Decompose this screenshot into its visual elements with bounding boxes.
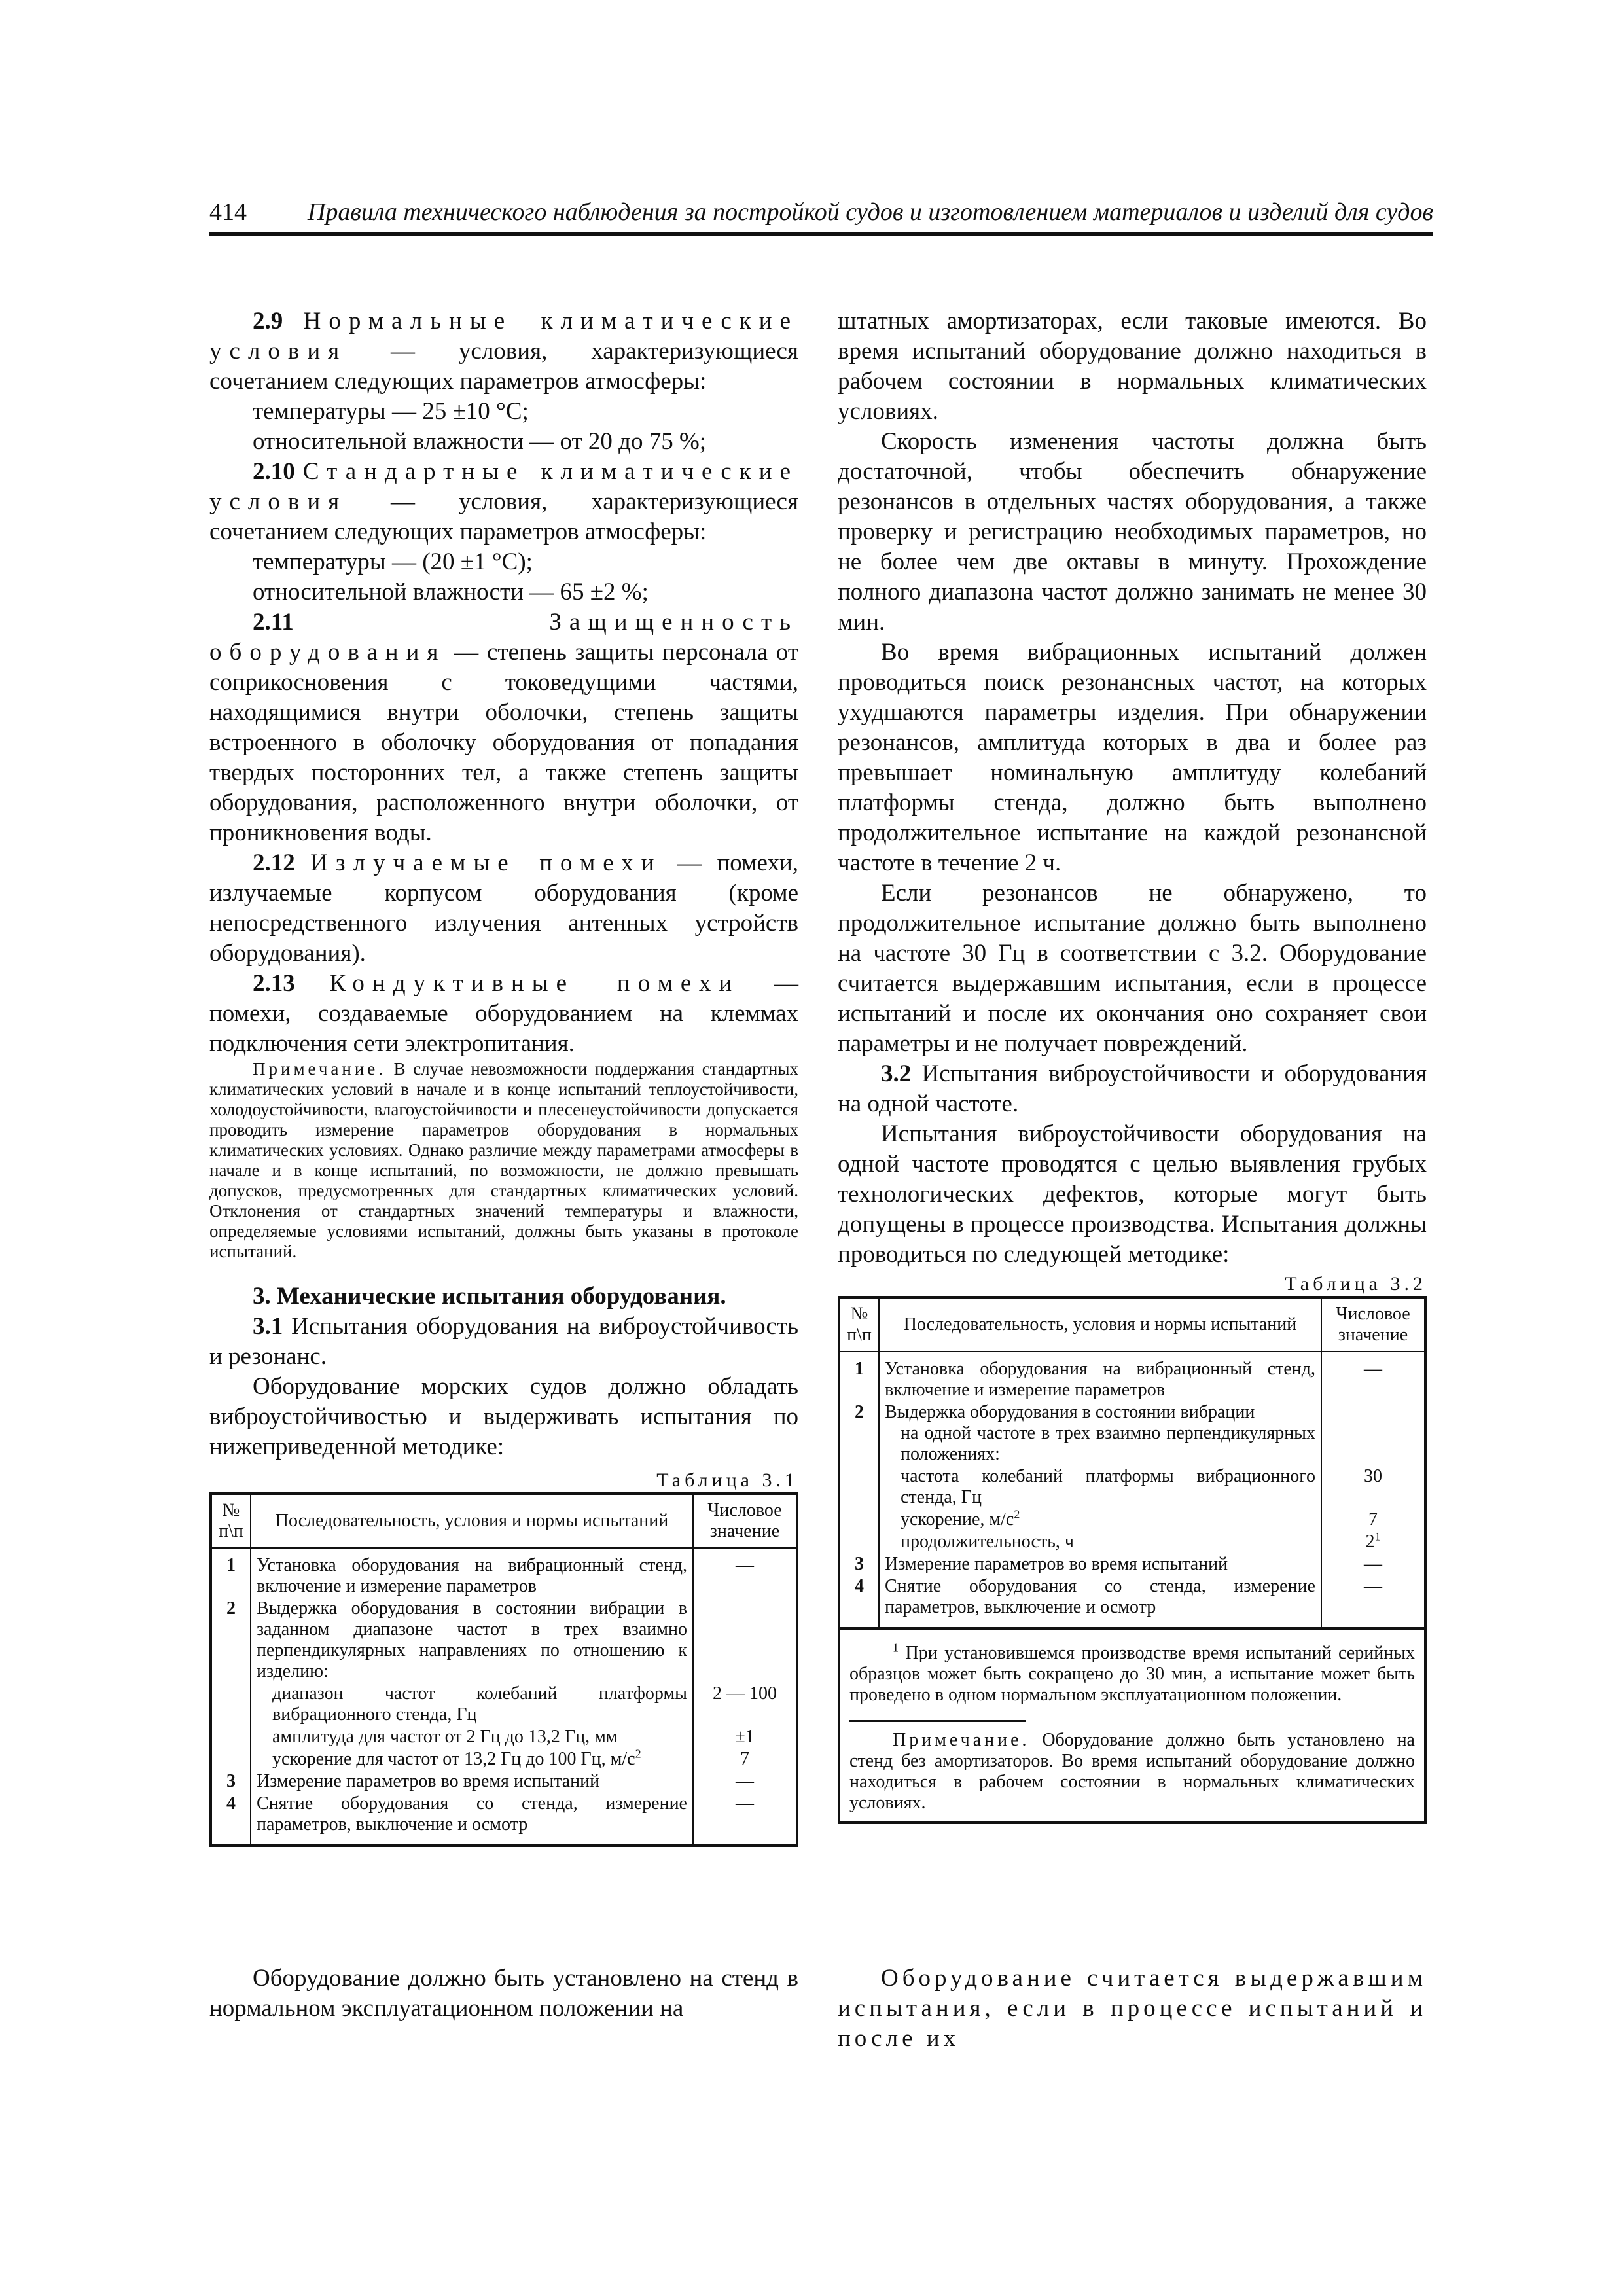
row-description	[879, 1509, 1321, 1531]
row-value: —	[1321, 1575, 1425, 1628]
clause-number: 2.9	[253, 308, 283, 334]
row-description: Установка оборудования на вибрационный стенд, включение и измерение параметров	[251, 1548, 693, 1598]
table-3-1	[209, 1492, 798, 1847]
page-header	[209, 195, 1433, 236]
paragraph-2-10	[209, 457, 798, 547]
row-description: Установка оборудования на вибрационный стенд, включение и измерение параметров	[879, 1352, 1321, 1401]
paragraph-3-2	[838, 1059, 1427, 1119]
sub-item: амплитуда для частот от 2 Гц до 13,2 Гц, мм	[272, 1727, 618, 1747]
row-description-text: Выдержка оборудования в состоянии вибрации	[885, 1402, 1255, 1422]
row-number: 4	[839, 1575, 879, 1628]
param-line: температуры — (20 ±1 °С);	[253, 548, 533, 575]
col-header-description: Последовательность, условия и нормы испытаний	[251, 1494, 693, 1548]
note	[209, 1059, 798, 1262]
term: Защищенность оборудования	[209, 609, 798, 666]
header-rule	[209, 232, 1433, 236]
param-line: относительной влажности — 65 ±2 %;	[253, 579, 649, 605]
table-row	[211, 1548, 797, 1598]
table-row	[839, 1509, 1425, 1531]
row-number	[211, 1748, 251, 1770]
paragraph-body: Оборудование должно быть установлено на стенд в нормальном эксплуатационном положении на	[209, 1965, 798, 2022]
footnote	[849, 1643, 1415, 1706]
row-value	[1321, 1531, 1425, 1553]
paragraph-body: Испытания виброустойчивости оборудования на одной частоте проводятся с целью выявления грубых технологических дефектов, которые могут быть допущены в процессе производства. Испытания должны проводиться по следующей методике:	[838, 1121, 1427, 1268]
table-row	[211, 1770, 797, 1793]
note-label: Примечание.	[893, 1730, 1030, 1750]
col-header-number: № п\п	[839, 1297, 879, 1352]
table-note	[849, 1730, 1415, 1814]
row-value: 7	[1321, 1509, 1425, 1531]
paragraph-text: Оборудование считается выдержавшим испытания, если в процессе испытаний и после их	[838, 1965, 1427, 2052]
row-description	[879, 1465, 1321, 1509]
row-description	[879, 1401, 1321, 1465]
sub-item-text: ускорение, м/с	[901, 1509, 1014, 1530]
row-value	[1321, 1401, 1425, 1465]
row-description	[251, 1683, 693, 1726]
row-description	[251, 1748, 693, 1770]
row-value: 2 — 100	[693, 1683, 797, 1726]
row-description: Снятие оборудования со стенда, измерение параметров, выключение и осмотр	[879, 1575, 1321, 1628]
clause-text: Испытания оборудования на виброустойчивость и резонанс.	[209, 1313, 798, 1370]
clause-number: 2.12	[253, 850, 295, 876]
definition: — помехи, излучаемые корпусом оборудования (кроме непосредственного излучения антенных устройств оборудования).	[209, 850, 799, 967]
table-row	[839, 1531, 1425, 1553]
table-caption: Таблица 3.1	[656, 1469, 798, 1491]
row-value: 7	[693, 1748, 797, 1770]
definition: — условия, характеризующиеся сочетанием следующих параметров атмосферы:	[209, 488, 798, 545]
table-row	[839, 1352, 1425, 1401]
paragraph-2-13	[209, 969, 798, 1059]
term: Нормальные климатические условия	[209, 308, 798, 365]
clause-number: 2.13	[253, 970, 295, 997]
sub-item	[885, 1509, 1315, 1530]
page-number: 414	[209, 198, 247, 226]
row-number	[839, 1531, 879, 1553]
paragraph-2-12	[209, 848, 798, 969]
row-description: Снятие оборудования со стенда, измерение параметров, выключение и осмотр	[251, 1793, 693, 1846]
sub-item: на одной частоте в трех взаимно перпендикулярных положениях:	[901, 1423, 1315, 1464]
table-header-row	[211, 1494, 797, 1548]
row-value: —	[1321, 1553, 1425, 1575]
table-footnote-box	[838, 1630, 1427, 1824]
sub-item-text: ускорение для частот от 13,2 Гц до 100 Гц, м/с	[272, 1749, 635, 1769]
row-value: ±1	[693, 1726, 797, 1748]
row-number: 1	[839, 1352, 879, 1401]
row-number	[839, 1509, 879, 1531]
footnote-text: При установившемся производстве время испытаний серийных образцов может быть сокращено до 30 мин, а испытание может быть проведено в одном нормальном эксплуатационном положении.	[849, 1643, 1415, 1705]
col-header-value: Числовое значение	[693, 1494, 797, 1548]
param-line: относительной влажности — от 20 до 75 %;	[253, 428, 707, 455]
clause-number: 3.2	[881, 1060, 912, 1087]
row-number: 3	[211, 1770, 251, 1793]
row-description: Измерение параметров во время испытаний	[251, 1770, 693, 1793]
left-column-continuation	[209, 1964, 798, 2024]
definition: — условия, характеризующиеся сочетанием следующих параметров атмосферы:	[209, 338, 798, 395]
row-description	[251, 1726, 693, 1748]
table-row	[211, 1793, 797, 1846]
paragraph-2-11	[209, 607, 798, 848]
sub-item: диапазон частот колебаний платформы вибрационного стенда, Гц	[272, 1683, 687, 1725]
col-header-value: Числовое значение	[1321, 1297, 1425, 1352]
table-row	[839, 1401, 1425, 1465]
term: Стандартные климатические условия	[209, 458, 798, 515]
row-description: Измерение параметров во время испытаний	[879, 1553, 1321, 1575]
clause-number: 3.1	[253, 1313, 283, 1340]
right-column	[838, 306, 1427, 1824]
table-row	[839, 1465, 1425, 1509]
section-title: 3. Механические испытания оборудования.	[253, 1283, 726, 1310]
superscript: 2	[635, 1747, 641, 1761]
row-number	[211, 1683, 251, 1726]
paragraph-body: Во время вибрационных испытаний должен проводиться поиск резонансных частот, на которых ухудшаются параметры изделия. При обнаружении резонансов, амплитуда которых в два и более раз превышает номинальную амплитуду колебаний платформы стенда, должно быть выполнено продолжительное испытание на каждой резонансной частоте в течение 2 ч.	[838, 639, 1427, 876]
clause-text: Испытания виброустойчивости и оборудования на одной частоте.	[838, 1060, 1427, 1117]
right-column-continuation	[838, 1964, 1427, 2054]
row-description: Выдержка оборудования в состоянии вибрации в заданном диапазоне частот в трех взаимно перпендикулярных направлениях по отношению к изделию:	[251, 1598, 693, 1683]
param-line: температуры — 25 ±10 °С;	[253, 398, 529, 425]
value-text: 2	[1365, 1532, 1375, 1552]
row-value: —	[693, 1793, 797, 1846]
row-number	[839, 1465, 879, 1509]
table-row	[211, 1726, 797, 1748]
term: Излучаемые помехи	[310, 850, 662, 876]
paragraph-body: Оборудование морских судов должно обладать виброустойчивостью и выдерживать испытания по нижеприведенной методике:	[209, 1373, 798, 1460]
paragraph-body: Если резонансов не обнаружено, то продолжительное испытание должно быть выполнено на частоте 30 Гц в соответствии с 3.2. Оборудование считается выдержавшим испытания, если в процессе испытаний и после их окончания оно сохраняет свои параметры и не получает повреждений.	[838, 880, 1427, 1057]
left-column	[209, 306, 798, 1847]
table-3-2	[838, 1296, 1427, 1630]
row-value	[693, 1598, 797, 1683]
table-header-row	[839, 1297, 1425, 1352]
table-caption: Таблица 3.2	[1285, 1273, 1427, 1295]
note-label: Примечание.	[253, 1059, 387, 1079]
clause-number: 2.11	[253, 609, 294, 636]
row-number	[211, 1726, 251, 1748]
clause-number: 2.10	[253, 458, 295, 485]
col-header-description: Последовательность, условия и нормы испытаний	[879, 1297, 1321, 1352]
term: Кондуктивные помехи	[329, 970, 740, 997]
row-value: —	[693, 1548, 797, 1598]
row-number: 2	[839, 1401, 879, 1465]
running-title: Правила технического наблюдения за постройкой судов и изготовлением материалов и изделий для судов	[307, 198, 1433, 226]
paragraph-2-9	[209, 306, 798, 397]
col-header-number: № п\п	[211, 1494, 251, 1548]
table-row	[211, 1598, 797, 1683]
row-number: 2	[211, 1598, 251, 1683]
row-number: 4	[211, 1793, 251, 1846]
sub-item	[257, 1749, 687, 1770]
paragraph-body: Скорость изменения частоты должна быть достаточной, чтобы обеспечить обнаружение резонансов в отдельных частях оборудования, а также проверку и регистрацию необходимых параметров, но не более чем две октавы в минуту. Прохождение полного диапазона частот должно занимать не менее 30 мин.	[838, 428, 1427, 636]
table-row	[839, 1553, 1425, 1575]
table-row	[211, 1683, 797, 1726]
definition: — степень защиты персонала от соприкосновения с токоведущими частями, находящимися внутри оболочки, степень защиты встроенного в оболочку оборудования от попадания твердых посторонних тел, а также степень защиты оборудования, расположенного внутри оболочки, от проникновения воды.	[209, 639, 798, 846]
paragraph-body: штатных амортизаторах, если таковые имеются. Во время испытаний оборудование должно находиться в рабочем состоянии в нормальных климатических условиях.	[838, 308, 1427, 425]
superscript: 2	[1014, 1507, 1020, 1521]
row-number: 3	[839, 1553, 879, 1575]
footnote-marker: 1	[1374, 1530, 1381, 1543]
row-value: —	[693, 1770, 797, 1793]
paragraph-3-1	[209, 1312, 798, 1372]
row-value: —	[1321, 1352, 1425, 1401]
footnote-marker: 1	[893, 1641, 899, 1655]
row-description	[879, 1531, 1321, 1553]
note-text: В случае невозможности поддержания стандартных климатических условий в начале и в конце испытаний теплоустойчивости, холодоустойчивости, влагоустойчивости и плесенеустойчивости допускается проводить измерение параметров оборудования в нормальных климатических условиях. Однако различие между параметрами атмосферы в начале и в конце испытаний, по возможности, не должно превышать допусков, предусмотренных для стандартных климатических условий. Отклонения от стандартных значений температуры и влажности, определяемые условиями испытаний, должны быть указаны в протоколе испытаний.	[209, 1059, 798, 1261]
definition: — помехи, создаваемые оборудованием на клеммах подключения сети электропитания.	[209, 970, 798, 1057]
row-value: 30	[1321, 1465, 1425, 1509]
table-row	[211, 1748, 797, 1770]
footnote-rule	[849, 1720, 1026, 1722]
table-row	[839, 1575, 1425, 1628]
row-number: 1	[211, 1548, 251, 1598]
sub-item: продолжительность, ч	[901, 1532, 1074, 1552]
sub-item: частота колебаний платформы вибрационного стенда, Гц	[901, 1466, 1315, 1507]
note-text: Оборудование должно быть установлено на стенд без амортизаторов. Во время испытаний оборудование должно находиться в рабочем состоянии в нормальных климатических условиях.	[849, 1730, 1415, 1813]
paragraph-body	[838, 1964, 1427, 2054]
